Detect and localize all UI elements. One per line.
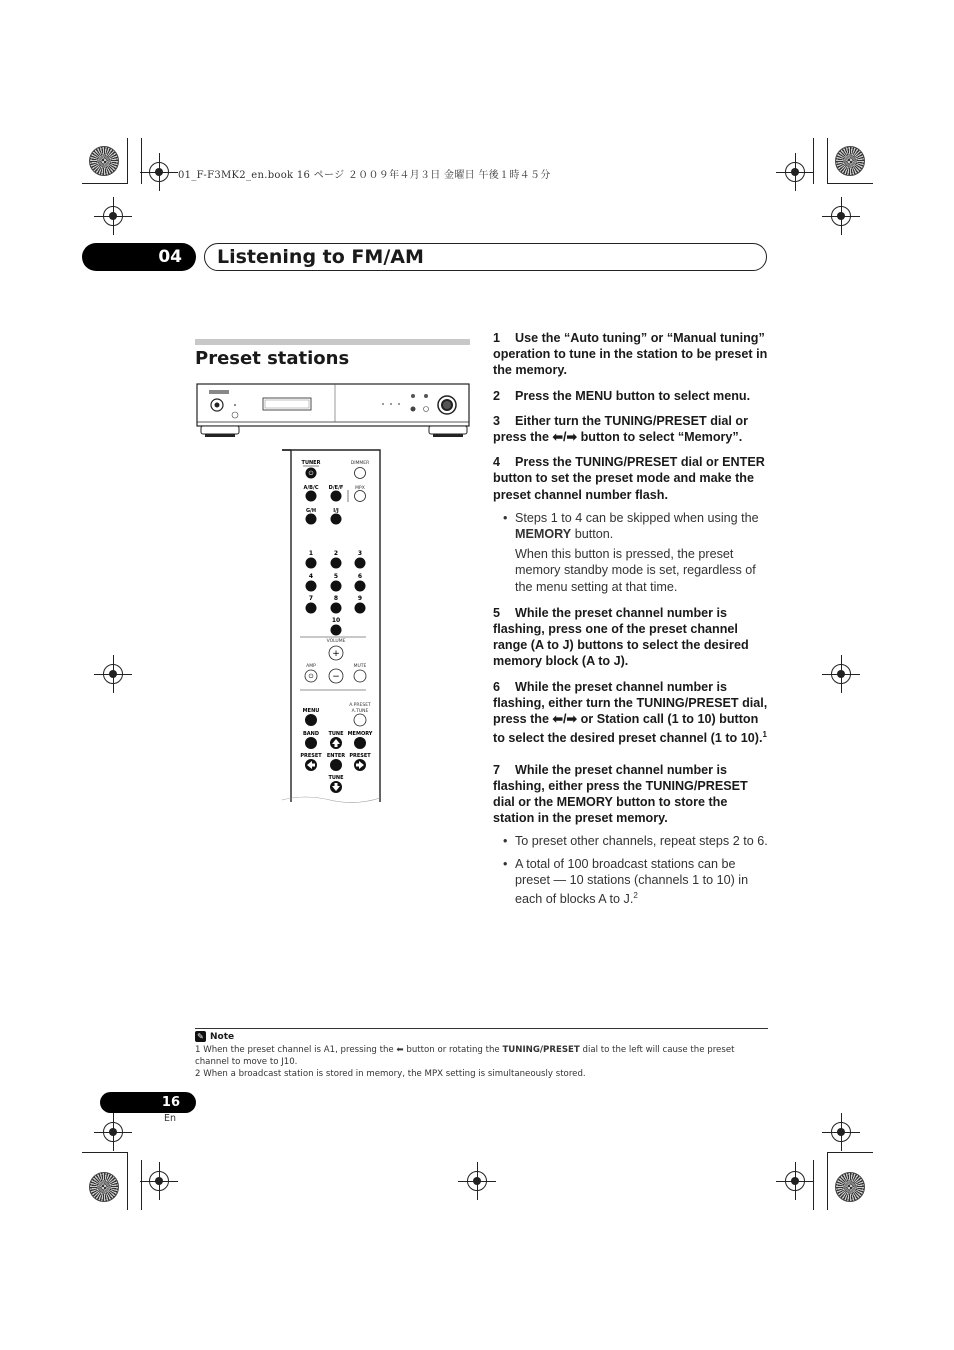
step-2 [493, 388, 768, 404]
chapter-title-text: Listening to FM/AM [217, 246, 424, 268]
footnote-bold-text: TUNING/PRESET [502, 1045, 580, 1055]
remote-label-amp: AMP [306, 664, 316, 669]
remote-control-illustration [280, 448, 392, 804]
step-text: Either turn the TUNING/PRESET dial or press the ⬅/➡ button to select “Memory”. [493, 413, 749, 445]
abc-button[interactable] [306, 491, 317, 502]
step-text: Press the TUNING/PRESET dial or ENTER button to set the preset mode and make the preset channel number flash. [493, 455, 765, 502]
remote-label-def: D/E/F [328, 485, 344, 491]
bullet-text: button. [571, 527, 614, 542]
step-6 [493, 679, 768, 747]
enter-button[interactable] [330, 759, 342, 771]
registration-mark-icon [831, 664, 851, 684]
step-7-bullet: • A total of 100 broadcast stations can be preset — 10 stations (channels 1 to 10) in each of blocks A to J.$^2$ [503, 856, 749, 907]
auto-button[interactable] [354, 714, 366, 726]
remote-label-volume: VOLUME [326, 639, 346, 644]
remote-label-tune-up: TUNE [328, 731, 344, 737]
dimmer-button[interactable] [355, 468, 366, 479]
step-number: 6 [493, 679, 501, 694]
color-bar-mark-icon [89, 1172, 119, 1202]
menu-button[interactable] [305, 714, 317, 726]
remote-label-gh: G/H [305, 508, 317, 514]
def-button[interactable] [331, 491, 342, 502]
step-3 [493, 413, 768, 445]
ij-button[interactable] [331, 514, 342, 525]
number-label: 7 [308, 595, 314, 602]
remote-label-mpx: MPX [355, 486, 365, 491]
number-label: 8 [333, 595, 339, 602]
memory-button[interactable] [354, 737, 366, 749]
step-number: 4 [493, 455, 501, 470]
remote-label-mute: MUTE [353, 664, 367, 669]
registration-mark-icon [149, 162, 169, 182]
step-text: Use the “Auto tuning” or “Manual tuning” operation to tune in the station to be preset in the memory. [493, 331, 768, 378]
remote-label-abc: A/B/C [303, 485, 319, 491]
number-button-2[interactable] [331, 558, 342, 569]
band-button[interactable] [305, 737, 317, 749]
registration-mark-icon [149, 1171, 169, 1191]
book-file-info: 01_F-F3MK2_en.book 16 ページ ２００９年４月３日 金曜日 午後１時４５分 [178, 170, 551, 181]
power-icon: ⏻ [308, 673, 314, 680]
registration-mark-icon [831, 1122, 851, 1142]
number-button-7[interactable] [306, 603, 317, 614]
page-language: En [164, 1113, 177, 1124]
number-button-3[interactable] [355, 558, 366, 569]
step-text: While the preset channel number is flashing, either turn the TUNING/PRESET dial, press the ⬅/➡ or Station call (1 to 10) button to select the desired preset channel (1 to 10). [493, 679, 768, 746]
number-label: 1 [308, 550, 314, 557]
step-number: 2 [493, 388, 501, 403]
front-panel-illustration [195, 382, 473, 442]
bullet-text: To preset other channels, repeat steps 2 to 6. [515, 834, 768, 849]
page-number: 16 [100, 1092, 196, 1113]
color-bar-mark-icon [835, 146, 865, 176]
registration-mark-icon [785, 162, 805, 182]
number-button-8[interactable] [331, 603, 342, 614]
remote-label-apreset: A.PRESET [349, 703, 371, 708]
minus-icon: − [332, 672, 340, 682]
note-body [195, 1044, 770, 1080]
mute-button[interactable] [354, 670, 366, 682]
color-bar-mark-icon [89, 146, 119, 176]
chapter-number-badge: 04 [82, 243, 196, 271]
remote-label-memory: MEMORY [347, 731, 373, 737]
remote-label-band: BAND [302, 731, 320, 737]
color-bar-mark-icon [835, 1172, 865, 1202]
step-4-paragraph: When this button is pressed, the preset memory standby mode is set, regardless of the menu setting at that time. [515, 547, 756, 594]
step-number: 7 [493, 762, 501, 777]
step-number: 5 [493, 605, 501, 620]
remote-label-atune: A.TUNE [351, 709, 369, 714]
power-icon: ⏻ [308, 470, 314, 477]
section-title: Preset stations [195, 348, 350, 369]
footnote-2: 2 When a broadcast station is stored in memory, the MPX setting is simultaneously stored. [195, 1069, 586, 1079]
chapter-title [204, 243, 767, 271]
step-7-bullet: • To preset other channels, repeat steps 2 to 6. [503, 834, 768, 849]
step-text: While the preset channel number is flashing, either press the TUNING/PRESET dial or the MEMORY button to store the station in the preset memory. [493, 762, 748, 826]
number-button-1[interactable] [306, 558, 317, 569]
note-heading [195, 1031, 234, 1042]
step-4-bullet: • Steps 1 to 4 can be skipped when using the MEMORY button. [503, 510, 759, 542]
registration-mark-icon [467, 1171, 487, 1191]
remote-label-preset-right: PRESET [349, 753, 371, 759]
number-label: 3 [357, 550, 363, 557]
plus-icon: + [332, 649, 340, 659]
remote-label-menu: MENU [302, 708, 320, 714]
note-heading-text: Note [210, 1031, 235, 1042]
remote-label-ij: I/J [333, 508, 339, 514]
note-pencil-icon: ✎ [195, 1031, 206, 1042]
instruction-steps [493, 330, 768, 915]
footnote-text: dial to the left will cause the preset channel to move to J10. [195, 1045, 735, 1067]
step-4 [493, 454, 768, 503]
remote-label-tuner: TUNER [301, 460, 321, 466]
step-7 [493, 762, 768, 827]
footnote-ref: 1 [762, 730, 767, 740]
registration-mark-icon [831, 206, 851, 226]
bullet-text: Steps 1 to 4 can be skipped when using the [515, 510, 759, 525]
number-label: 4 [308, 573, 314, 580]
note-rule [195, 1028, 768, 1029]
bullet-text: A total of 100 broadcast stations can be preset — 10 stations (channels 1 to 10) in each of blocks A to J. [515, 856, 749, 907]
step-number: 1 [493, 331, 501, 345]
number-label: 2 [333, 550, 339, 557]
step-number: 3 [493, 413, 501, 428]
footnote-ref: 2 [633, 891, 638, 901]
gh-button[interactable] [306, 514, 317, 525]
mpx-button[interactable] [355, 491, 366, 502]
step-text: Press the MENU button to select menu. [515, 388, 751, 403]
registration-mark-icon [103, 206, 123, 226]
section-rule [195, 339, 470, 345]
footnote-1 [195, 1044, 770, 1068]
number-button-6[interactable] [355, 581, 366, 592]
bullet-bold-text: MEMORY [515, 527, 572, 542]
remote-label-tune-down: TUNE [328, 775, 344, 781]
footnote-text: 1 When the preset channel is A1, pressing the ⬅ button or rotating the [195, 1045, 503, 1055]
remote-label-enter: ENTER [326, 753, 346, 759]
step-text: While the preset channel number is flashing, press one of the preset channel range (A to J) buttons to select the desired memory block (A to J). [493, 605, 749, 669]
number-label: 6 [357, 573, 363, 580]
step-5 [493, 605, 768, 670]
registration-mark-icon [103, 1122, 123, 1142]
remote-label-preset-left: PRESET [300, 753, 322, 759]
number-button-5[interactable] [331, 581, 342, 592]
number-label: 5 [333, 573, 339, 580]
registration-mark-icon [103, 664, 123, 684]
number-button-10[interactable] [331, 625, 342, 636]
number-button-9[interactable] [355, 603, 366, 614]
number-label: 10 [331, 617, 341, 624]
step-1 [493, 330, 768, 379]
number-button-4[interactable] [306, 581, 317, 592]
number-label: 9 [357, 595, 363, 602]
remote-label-dimmer: DIMMER [350, 461, 370, 466]
registration-mark-icon [785, 1171, 805, 1191]
